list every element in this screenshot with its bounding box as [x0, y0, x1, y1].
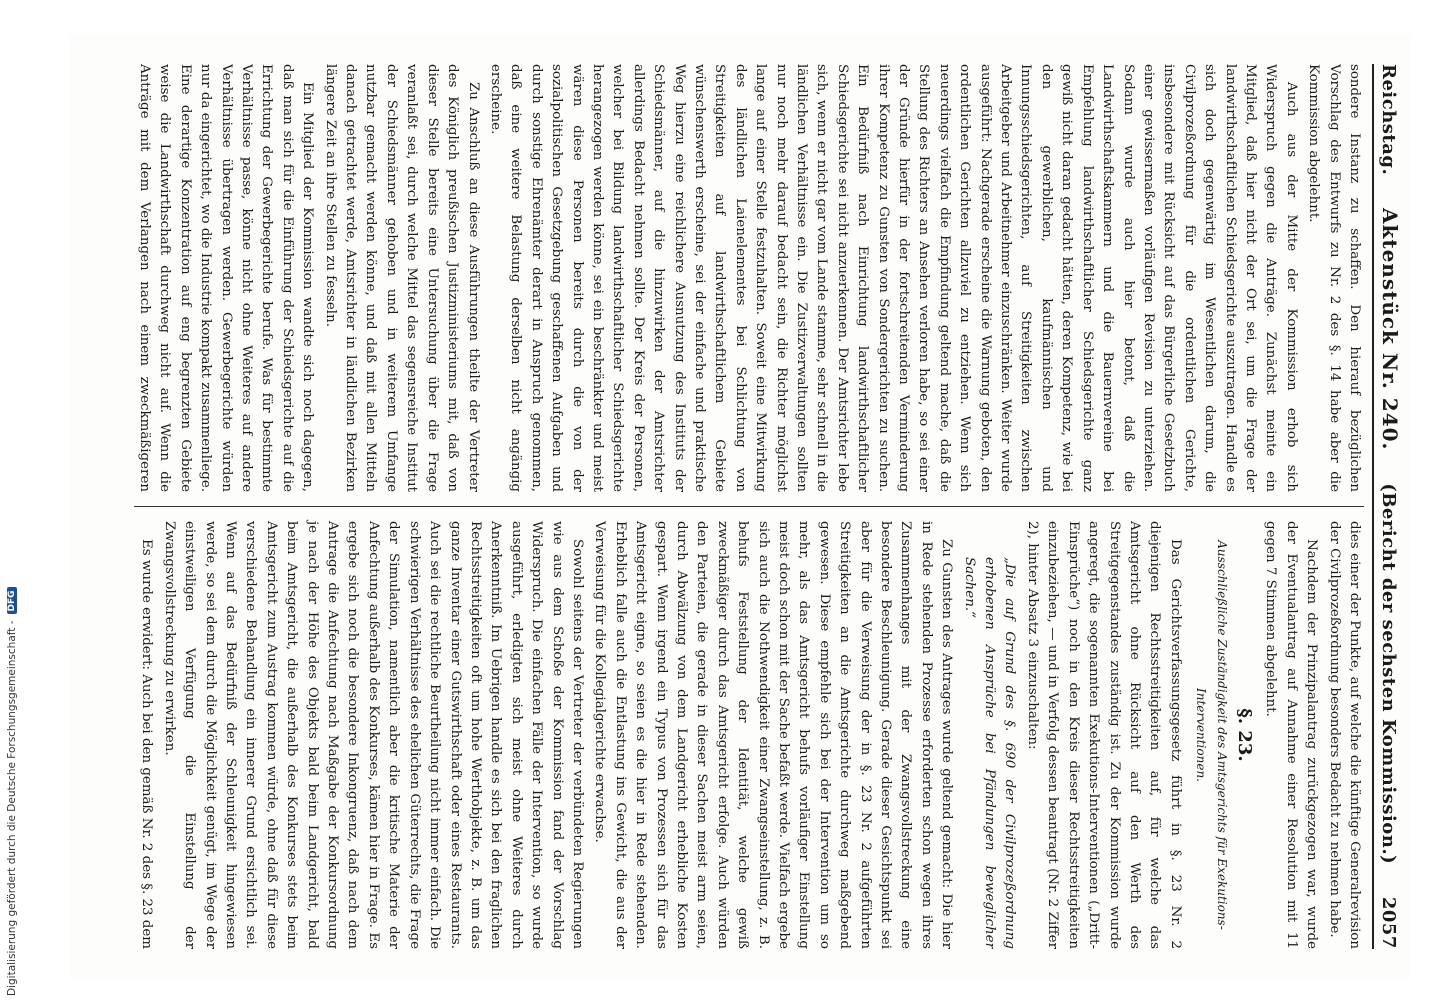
block-quote: „Die auf Grund des §. 690 der Civilprozeßordnung erhobenen Ansprüche bei Pfändungen beweglicher Sachen.“ — [961, 557, 1018, 949]
section-heading: §. 23. — [1233, 708, 1255, 762]
dfg-logo: DFG — [7, 587, 17, 614]
section-subheading: Ausschließliche Zuständigkeit des Amtsgerichts für Exekutions-Interventionen. — [1194, 540, 1229, 930]
page-number-top: 2057 — [1378, 896, 1399, 949]
paragraph: sondere Instanz zu schaffen. Den hierauf bezüglichen Vorschlag des Entwurfs zu Nr. 2 des §. 14 habe aber die Kommission abgelehnt. — [1306, 64, 1362, 492]
paragraph: dies einer der Punkte, auf welche die künftige Generalrevision der Civilprozeßordnung besonders Bedacht zu nehmen habe. — [1326, 521, 1362, 949]
paragraph: Nachdem der Prinzipalantrag zurückgezogen war, wurde der Eventualantrag auf Annahme einer Resolution mit 11 gegen 7 Stimmen abgelehnt. — [1263, 521, 1320, 949]
paragraph: Sowohl seitens der Vertreter der verbündeten Regierungen wie aus dem Schoße der Kommission fand der Vorschlag Widerspruch. Die einfachen Fälle der Intervention, so wurde ausgeführt, erledigten sich meist ohne Weiteres durch Anerkenntniß. Im Uebrigen handle es sich bei den fraglichen Rechtsstreitigkeiten oft um hohe Werthobjekte, z. B. um das ganze Inventar einer Gutswirthschaft oder eines Restaurants. Auch sei die rechtliche Beurtheilung nicht immer einfach. Die schwierigen Verhältnisse des ehelichen Güterrechts, die Frage der Simulation, namentlich aber die kritische Materie der Anfechtung außerhalb des Konkurses, kämen hier in Frage. Es ergebe sich noch die besondere Inkongruenz, daß nach dem Antrage die Anfechtung nach Maßgabe der Konkursordnung je nach der Höhe des Objekts bald beim Landgericht, bald beim Amtsgericht, die außerhalb des Konkurses stets beim Amtsgericht zum Austrag kommen würde, ohne daß für diese verschiedene Behandlung ein innerer Grund ersichtlich sei. Wenn auf das Bedürfniß der Schleunigkeit hingewiesen werde, so sei dem durch die Möglichkeit genügt, im Wege der einstweiligen Verfügung die Einstellung der Zwangsvollstreckung zu erwirken. — [161, 521, 585, 949]
left-column — [134, 64, 1364, 492]
paragraph: Es wurde erwidert: Auch bei den gemäß Nr. 2 des §. 23 dem — [139, 539, 155, 949]
header-title: Aktenstück Nr. 240. — [1378, 207, 1402, 451]
document-page — [70, 34, 1410, 979]
paragraph: Zu Gunsten des Antrages wurde geltend gemacht: Die hier in Rede stehenden Prozesse erforderten schon wegen ihres Zusammenhanges mit der Zwangsvollstreckung eine besondere Beschleunigung. Gerade dieser Gesichtspunkt sei aber für die Verweisung der in §. 23 Nr. 2 aufgeführten Streitigkeiten an die Amtsgerichte durchweg maßgebend gewesen. Diese empfehle sich bei der Intervention um so mehr, als das Amtsgericht behufs vorläufiger Einstellung meist doch schon mit der Sache befaßt werde. Vielfach ergebe sich auch die Nothwendigkeit einer Zwangseinstellung, z. B. behufs Feststellung der Identität, welche gewiß zweckmäßiger durch das Amtsgericht erfolge. Auch würden den Parteien, die gerade in dieser Sachen meist arm seien, durch Abwälzung von dem Landgericht erhebliche Kosten gespart. Wenn irgend ein Typus von Prozessen sich für das Amtsgericht eigne, so seien es die hier in Rede stehenden. Erheblich falle auch die Entlastung ins Gewicht, die aus der Verweisung für die Kollegialgerichte erwachse. — [592, 521, 955, 949]
header-left: Reichstag. — [1378, 64, 1399, 176]
paragraph: Ein Mitglied der Kommission wandte sich noch dagegen, daß man sich für die Einführung der Schiedsgerichte auf die Errichtung der Gewerbegerichte berufe. Was für bestimmte Verhältnisse passe, könne nicht ohne Weiteres auf andere Verhältnisse übertragen werden. Gewerbegerichte würden nur da eingerichtet, wo die Industrie kompakt zusammenliege. Eine derartige Konzentration auf eng begrenzten Gebiete weise die Landwirthschaft durchweg nicht auf. Wenn die Anträge mit dem Verlangen nach einem zweckmäßigeren — [137, 64, 316, 492]
credit-text: Digitalisierung gefördert durch die Deutsche Forschungsgemeinschaft - — [6, 620, 18, 996]
header-right: (Bericht der sechsten Kommission.) — [1378, 483, 1399, 865]
text-columns — [134, 64, 1364, 949]
paragraph: Auch aus der Mitte der Kommission erhob sich Widerspruch gegen die Anträge. Zunächst meinte ein Mitglied, daß hier nicht der Ort sei, um die Frage der landwirthschaftlichen Schiedsgerichte auszutragen. Handle es sich doch gegenwärtig im Wesentlichen darum, die Civilprozeßordnung für die ordentlichen Gerichte, insbesondere mit Rücksicht auf das Bürgerliche Gesetzbuch einer gewissermaßen vorläufigen Revision zu unterziehen. Sodann wurde auch hier betont, daß die Landwirthschaftskammern und die Bauernvereine bei Empfehlung landwirthschaftlicher Schiedsgerichte ganz gewiß nicht daran gedacht hätten, deren Kompetenz, wie bei den gewerblichen, kaufmännischen und Innungsschiedsgerichten, auf Streitigkeiten zwischen Arbeitgeber und Arbeitnehmer einzuschränken. Weiter wurde ausgeführt: Nachgerade erscheine die Warnung geboten, den ordentlichen Gerichten allzuviel zu entziehen. Wenn sich neuerdings vielfach die Empfindung geltend mache, daß die Stellung des Richters an Ansehen verloren habe, so sei einer der Gründe hierfür in der fortschreitenden Verminderung ihrer Kompetenz zu Gunsten von Sondergerichten zu suchen. Ein Bedürfniß nach Einrichtung landwirthschaftlicher Schiedsgerichte sei nicht anzuerkennen. Der Amtsrichter lebe sich, wenn er nicht gar vom Lande stamme, sehr schnell in die ländlichen Verhältnisse ein. Die Zustizverwaltungen sollten nur noch mehr darauf bedacht sein, die Richter möglichst lange auf einer Stelle festzuhalten. Soweit eine Mitwirkung des ländlichen Laienelementes bei Schlichtung von Streitigkeiten auf landwirthschaftlichem Gebiete wünschenswerth erscheine, sei der einfache und praktische Weg hierzu eine reichlichere Ausnutzung des Instituts der Schiedsmänner, auf die hinzuwirken der Amtsrichter allerdings Bedacht nehmen sollte. Der Kreis der Personen, welcher bei Bildung landwirthschaftlicher Schiedsgerichte herangezogen werden könne, sei ein beschränkter und meist wären diese Personen bereits durch die von der sozialpolitischen Gesetzgebung geschaffenen Aufgaben und durch sonstige Ehrenämter derart in Anspruch genommen, daß eine weitere Belastung derselben nicht angängig erscheine. — [487, 64, 1299, 492]
page-header — [1372, 64, 1402, 949]
paragraph: Zu Anschluß an diese Ausführungen theilte der Vertreter des Königlich preußischen Justizministeriums mit, daß von dieser Stelle bereits eine Untersuchung über die Frage veranlaßt sei, durch welche Mittel das segensreiche Institut der Schiedsmänner gehoben und in weiterem Umfange nutzbar gemacht werden könne, und daß mit allen Mitteln danach getrachtet werde, Amtsrichter in ländlichen Bezirken längere Zeit an ihre Stellen zu fesseln. — [322, 64, 481, 492]
right-column — [134, 506, 1364, 949]
digitization-credit — [6, 0, 18, 996]
paragraph: Das Gerichtsverfassungsgesetz führt in §. 23 Nr. 2 diejenigen Rechtsstreitigkeiten auf, für welche das Amtsgericht ohne Rücksicht auf den Werth des Streitgegenstandes zuständig ist. Zu der Kommission wurde angeregt, die sogenannten Exekutions-Interventionen („Dritt-Einsprüche“) noch in den Kreis dieser Rechtsstreitigkeiten einzubeziehen, — und in Verfolg dessen beantragt (Nr. 2 Ziffer 2), hinter Absatz 3 einzuschalten: — [1024, 521, 1183, 949]
